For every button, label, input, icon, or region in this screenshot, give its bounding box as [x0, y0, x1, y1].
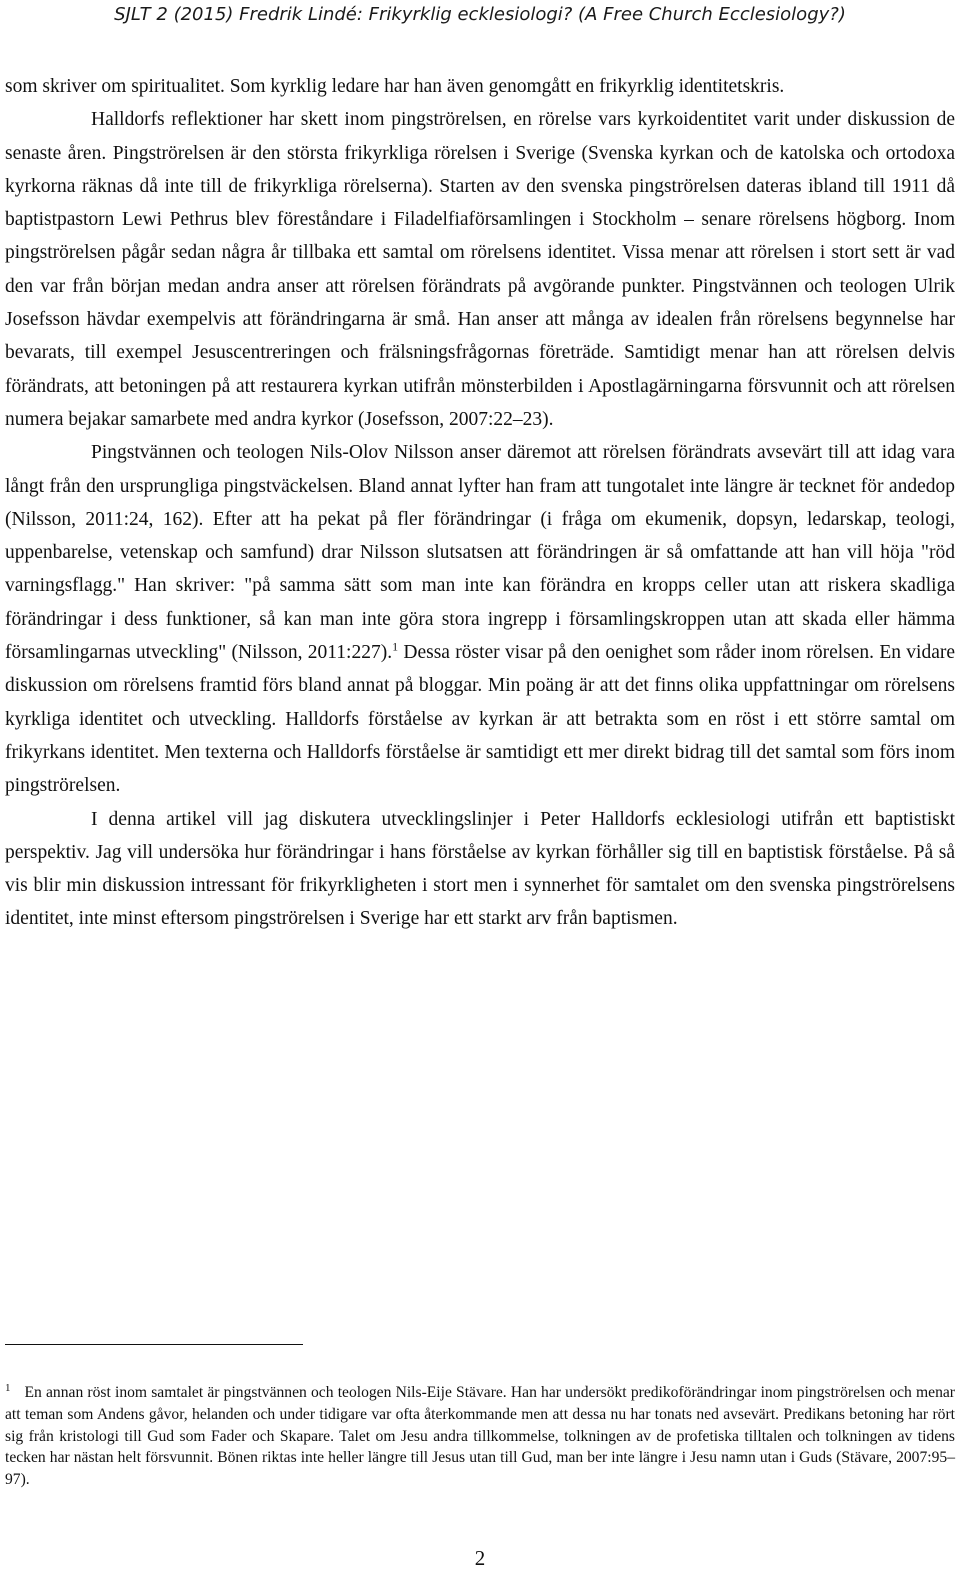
footnote	[5, 1382, 955, 1491]
footnote-text: En annan röst inom samtalet är pingstvännen och teologen Nils-Eije Stävare. Han har undersökt predikoförändringar inom pingströrelsen och menar att teman som Andens gåvor, helanden och under tidigare var ofta återkommande men att dessa nu har tonats ned avsevärt. Predikans betoning har rört sig från kristologi till Gud som Fader och Skapare. Talet om Jesu andra tillkommelse, tolkningen av de profetiska tilltalen och tolkningen av tidens tecken har nästan helt försvunnit. Bönen riktas inte heller längre till Jesus utan till Gud, man ber inte längre i Jesu namn utan i Guds (Stävare, 2007:95–97).	[5, 1384, 955, 1489]
footnote-separator	[5, 1344, 303, 1345]
paragraph-3-text-after-note: Dessa röster visar på den oenighet som råder inom rörelsen. En vidare diskussion om rörelsens framtid förs bland annat på bloggar. Min poäng är att det finns olika uppfattningar om rörelsens kyrkliga identitet och utveckling. Halldorfs förståelse av kyrkan är att betrakta som en röst i ett större samtal om frikyrkans identitet. Men texterna och Halldorfs förståelse är samtidigt ett mer direkt bidrag till det samtal som förs inom pingströrelsen.	[5, 642, 955, 797]
page-number: 2	[474, 1546, 486, 1570]
paragraph-1: som skriver om spiritualitet. Som kyrklig ledare har han även genomgått en frikyrklig identitetskris.	[5, 76, 785, 97]
footnote-number: 1	[5, 1381, 11, 1394]
paragraph-4: I denna artikel vill jag diskutera utvecklingslinjer i Peter Halldorfs ecklesiologi utifrån ett baptistiskt perspektiv. Jag vill undersöka hur förändringar i hans förståelse av kyrkan förhåller sig till en baptistisk förståelse. På så vis blir min diskussion intressant för frikyrkligheten i stort men i synnerhet för samtalet om den svenska pingströrelsens identitet, inte minst eftersom pingströrelsen i Sverige har ett starkt arv från baptismen.	[5, 808, 955, 930]
body-text	[5, 70, 955, 936]
paragraph-3	[5, 436, 955, 802]
paragraph-2: Halldorfs reflektioner har skett inom pingströrelsen, en rörelse vars kyrkoidentitet varit under diskussion de senaste åren. Pingströrelsen är den största frikyrkliga rörelsen i Sverige (Svenska kyrkan och de katolska och ortodoxa kyrkorna räknas då inte till de frikyrkliga rörelserna). Starten av den svenska pingströrelsen dateras ibland till 1911 då baptistpastorn Lewi Pethrus blev föreståndare i Filadelfiaförsamlingen i Stockholm – senare rörelsens högborg. Inom pingströrelsen pågår sedan några år tillbaka ett samtal om rörelsens identitet. Vissa menar att rörelsen i stort sett är vad den var från början medan andra anser att rörelsen förändrats på avgörande punkter. Pingstvännen och teologen Ulrik Josefsson hävdar exempelvis att förändringarna är små. Han anser att många av idealen från rörelsens begynnelse har bevarats, till exempel Jesuscentreringen och frälsningsfrågornas företräde. Samtidigt menar han att rörelsen delvis förändrats, att betoningen på att restaurera kyrkan utifrån mönsterbilden i Apostlagärningarna försvunnit och att rörelsen numera bejakar samarbete med andra kyrkor (Josefsson, 2007:22–23).	[5, 109, 955, 430]
running-header: SJLT 2 (2015) Fredrik Lindé: Frikyrklig ecklesiologi? (A Free Church Ecclesiology?)	[114, 4, 846, 25]
footnote-reference[interactable]: 1	[392, 639, 399, 654]
paragraph-3-text-before-note: Pingstvännen och teologen Nils-Olov Nilsson anser däremot att rörelsen förändrats avsevärt till att idag vara långt från den ursprungliga pingstväckelsen. Bland annat lyfter han fram att tungotalet inte längre är tecknet för andedop (Nilsson, 2011:24, 162). Efter att ha pekat på fler förändringar (i fråga om ekumenik, dopsyn, ledarskap, teologi, uppenbarelse, vetenskap och samfund) drar Nilsson slutsatsen att förändringen är så omfattande att han vill höja "röd varningsflagg." Han skriver: "på samma sätt som man inte kan förändra en kropps celler utan att riskera skadliga förändringar i dess funktioner, så kan man inte göra stora ingrepp i församlingskroppen utan att skada eller hämma församlingarnas utveckling" (Nilsson, 2011:227).	[5, 442, 955, 664]
